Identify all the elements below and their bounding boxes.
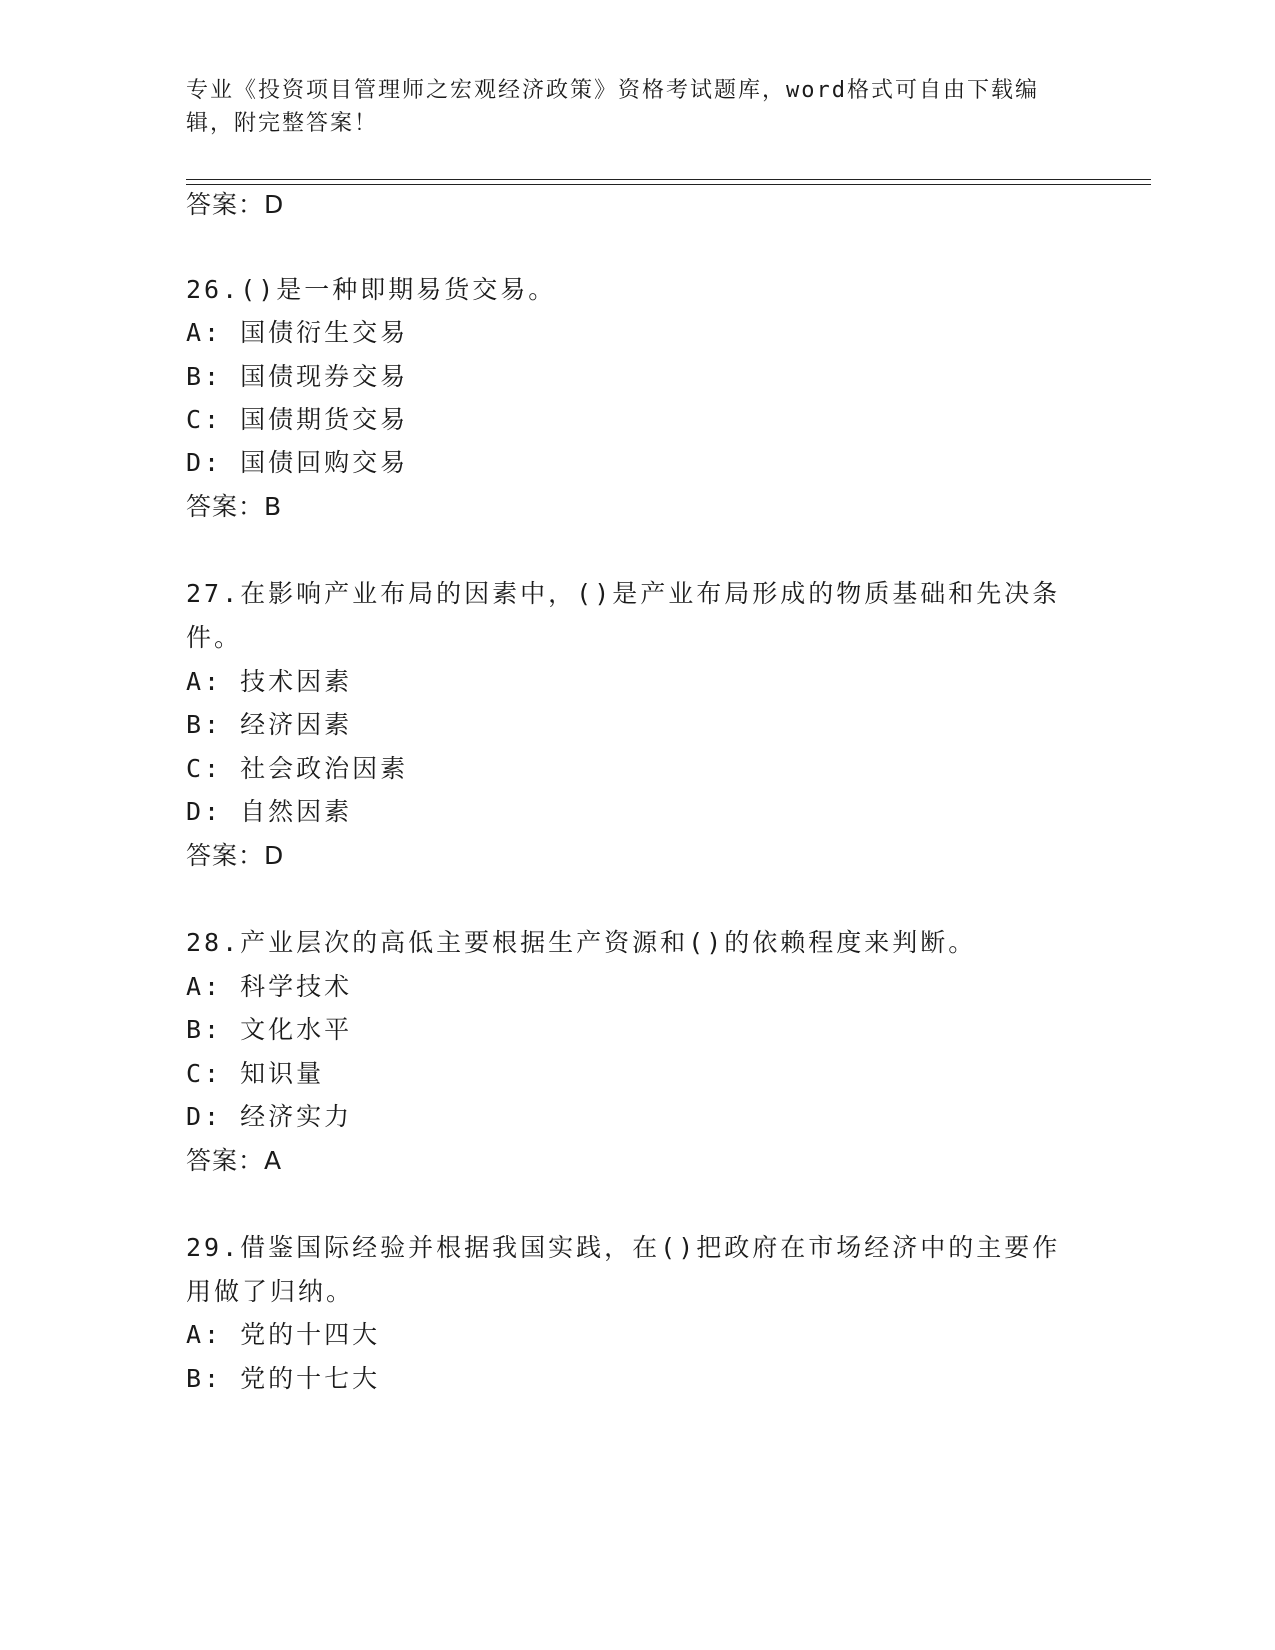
question-29-option-b: B: 党的十七大 bbox=[186, 1364, 381, 1393]
question-28-option-a: A: 科学技术 bbox=[186, 972, 353, 1001]
document-header: 专业《投资项目管理师之宏观经济政策》资格考试题库，word格式可自由下载编辑，附完整答案！ bbox=[186, 78, 1039, 136]
question-26-answer: 答案：B bbox=[186, 492, 283, 521]
question-28-answer: 答案：A bbox=[186, 1146, 283, 1175]
header-rule-top bbox=[186, 179, 1151, 180]
question-27-answer: 答案：D bbox=[186, 841, 285, 870]
question-27-option-d: D: 自然因素 bbox=[186, 797, 353, 826]
question-29-stem-line1: 29.借鉴国际经验并根据我国实践，在()把政府在市场经济中的主要作 bbox=[186, 1233, 1061, 1262]
question-26-option-d: D: 国债回购交易 bbox=[186, 448, 409, 477]
question-28-stem: 28.产业层次的高低主要根据生产资源和()的依赖程度来判断。 bbox=[186, 928, 977, 957]
question-28-option-c: C: 知识量 bbox=[186, 1059, 325, 1088]
question-27-stem-line2: 件。 bbox=[186, 623, 243, 652]
header-rule-bottom bbox=[186, 184, 1151, 185]
question-27-option-a: A: 技术因素 bbox=[186, 667, 353, 696]
question-27-stem-line1: 27.在影响产业布局的因素中，()是产业布局形成的物质基础和先决条 bbox=[186, 579, 1061, 608]
question-28-option-d: D: 经济实力 bbox=[186, 1102, 353, 1131]
question-26-option-c: C: 国债期货交易 bbox=[186, 405, 409, 434]
question-26-stem: 26.()是一种即期易货交易。 bbox=[186, 275, 557, 304]
question-26-option-b: B: 国债现券交易 bbox=[186, 362, 409, 391]
question-27-option-c: C: 社会政治因素 bbox=[186, 754, 409, 783]
question-28-option-b: B: 文化水平 bbox=[186, 1015, 353, 1044]
question-29-stem-line2: 用做了归纳。 bbox=[186, 1277, 355, 1306]
question-27-option-b: B: 经济因素 bbox=[186, 710, 353, 739]
question-29-option-a: A: 党的十四大 bbox=[186, 1320, 381, 1349]
question-26-option-a: A: 国债衍生交易 bbox=[186, 318, 409, 347]
previous-answer: 答案：D bbox=[186, 190, 285, 219]
